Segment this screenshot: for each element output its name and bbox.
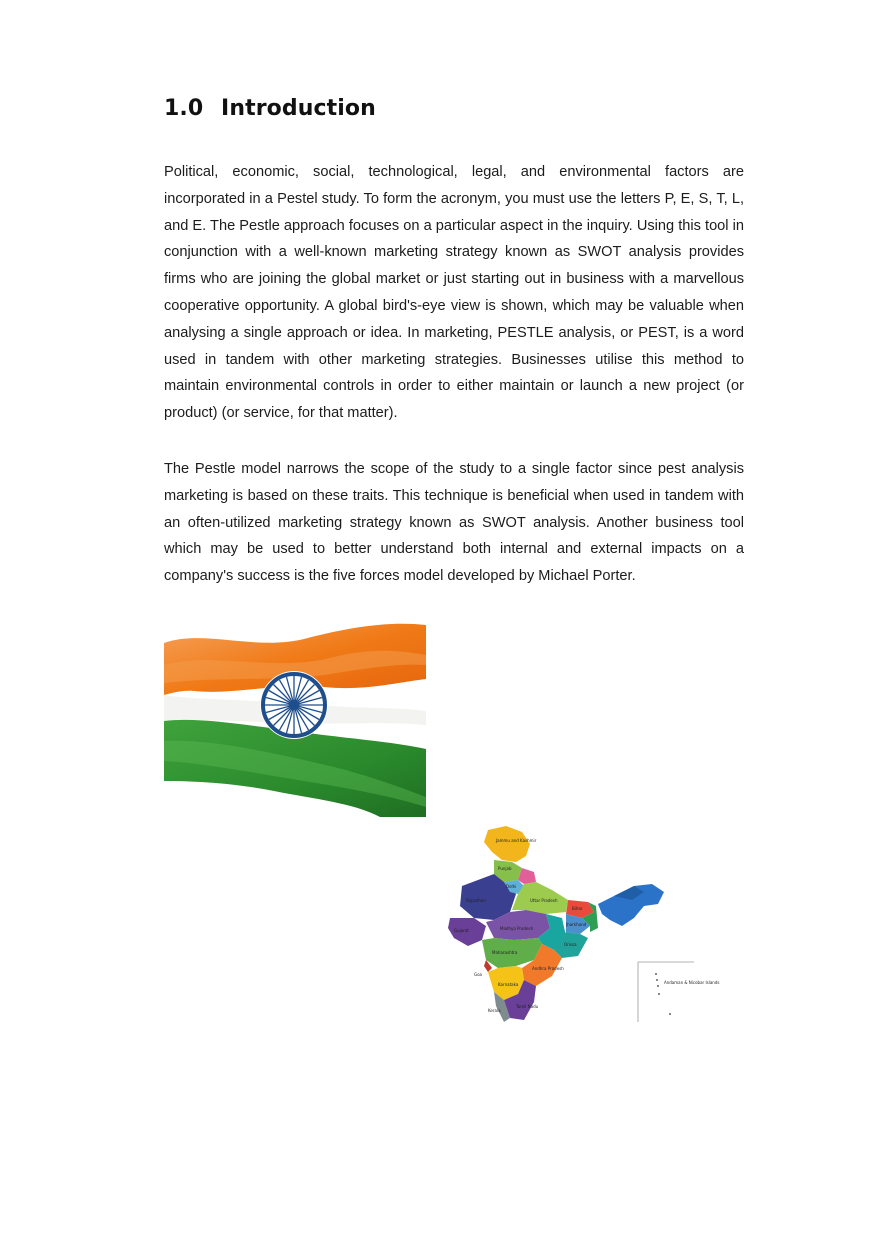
india-flag-image [164, 621, 426, 817]
map-label: Gujarat [454, 928, 469, 933]
map-label: Uttar Pradesh [530, 898, 558, 903]
map-label: Andhra Pradesh [532, 966, 564, 971]
section-title: Introduction [221, 96, 376, 121]
map-label: Jammu and Kashmir [496, 838, 537, 843]
map-label: Orissa [564, 942, 577, 947]
india-flag-graphic [164, 621, 426, 817]
section-heading [164, 96, 376, 121]
india-map-image [438, 822, 720, 1034]
map-label: Maharashtra [492, 950, 518, 955]
intro-paragraph-2: The Pestle model narrows the scope of the study to a single factor since pest analysis marketing is based on these traits. This technique is beneficial when used in tandem with an often-utilized marketing strategy known as SWOT analysis. Another business tool which may be used to better understand both internal and external impacts on a company's success is the five forces model developed by Michael Porter. [164, 461, 744, 585]
map-label: Rajasthan [466, 898, 486, 903]
ashoka-chakra-icon [260, 671, 328, 739]
map-label: Tamil Nadu [516, 1004, 539, 1009]
map-label: Bihar [572, 906, 583, 911]
map-label: Punjab [498, 866, 512, 871]
map-label: Delhi [506, 884, 517, 889]
map-label: Kerala [488, 1008, 501, 1013]
india-map-graphic [438, 822, 720, 1034]
map-label: Andaman & Nicobar Islands [664, 980, 720, 985]
map-label: Madhya Pradesh [500, 926, 534, 931]
intro-paragraph-1: Political, economic, social, technological, legal, and environmental factors are incorporated in a Pestel study. To form the acronym, you must use the letters P, E, S, T, L, and E. The Pestle approach focuses on a particular aspect in the inquiry. Using this tool in conjunction with a well-known marketing strategy known as SWOT analysis provides firms who are joining the global market or just starting out in business with a marvellous cooperative opportunity. A global bird's-eye view is shown, which may be valuable when analysing a single approach or idea. In marketing, PESTLE analysis, or PEST, is a word used in tandem with other marketing strategies. Businesses utilise this method to maintain environmental controls in order to either maintain or launch a new project (or product) (or service, for that matter). [164, 164, 744, 422]
map-label: Goa [474, 972, 482, 977]
section-number: 1.0 [164, 96, 204, 121]
map-label: Karnataka [498, 982, 519, 987]
map-label: Jharkhand [566, 922, 587, 927]
